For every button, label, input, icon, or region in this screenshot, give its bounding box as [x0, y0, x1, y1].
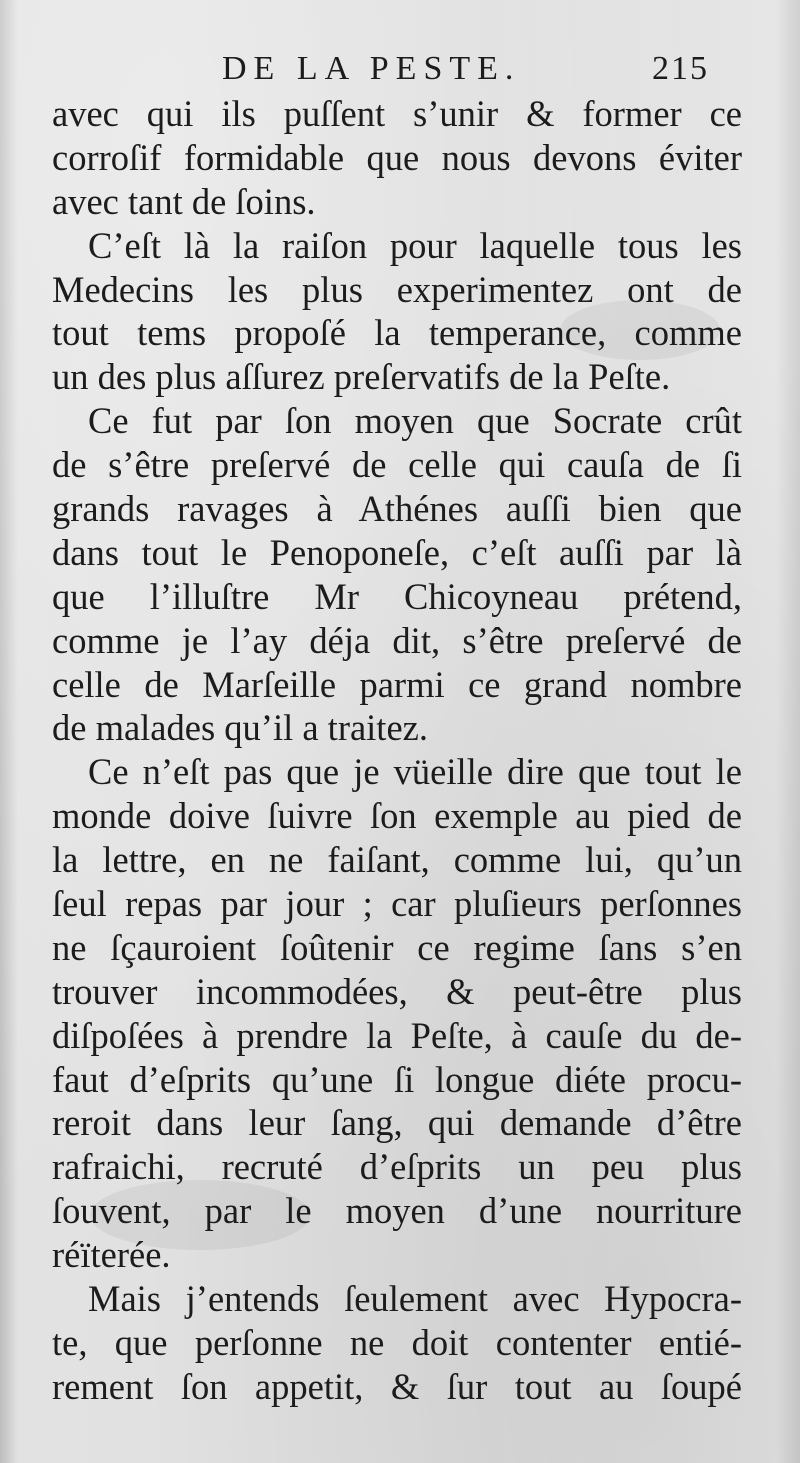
- body-text: [52, 92, 742, 1409]
- text-line: avec tant de ſoins.: [52, 180, 316, 222]
- page-number: 215: [652, 50, 709, 87]
- text-line: de malades qu’il a traitez.: [52, 707, 428, 749]
- text-line: faut d’eſprits qu’une ſi longue diéte procu-: [52, 1058, 742, 1100]
- text-line: te, que perſonne ne doit contenter entié-: [52, 1321, 742, 1363]
- text-line: ſouvent, par le moyen d’une nourriture: [52, 1190, 742, 1232]
- running-title: DE LA PESTE.: [222, 50, 521, 87]
- text-line: la lettre, en ne faiſant, comme lui, qu’un: [52, 839, 742, 881]
- text-line: grands ravages à Athénes auſſi bien que: [52, 488, 742, 530]
- text-line: monde doive ſuivre ſon exemple au pied de: [52, 795, 742, 837]
- text-line: Medecins les plus experimentez ont de: [52, 268, 742, 310]
- text-line: celle de Marſeille parmi ce grand nombre: [52, 663, 742, 705]
- text-line: corroſif formidable que nous devons éviter: [52, 136, 742, 178]
- text-line: dans tout le Penoponeſe, c’eſt auſſi par là: [52, 531, 742, 573]
- text-line: réïterée.: [52, 1234, 171, 1276]
- text-line: de s’être preſervé de celle qui cauſa de ſi: [52, 444, 742, 486]
- text-line: rement ſon appetit, & ſur tout au ſoupé: [52, 1365, 742, 1407]
- text-line: trouver incommodées, & peut-être plus: [52, 970, 742, 1012]
- text-line: ne ſçauroient ſoûtenir ce regime ſans s’en: [52, 926, 742, 968]
- text-line: ſeul repas par jour ; car pluſieurs perſonnes: [52, 883, 742, 925]
- text-line: rafraichi, recruté d’eſprits un peu plus: [52, 1146, 742, 1188]
- text-line: avec qui ils puſſent s’unir & former ce: [52, 93, 742, 134]
- text-line: Ce fut par ſon moyen que Socrate crût: [88, 400, 742, 442]
- text-line: C’eſt là la raiſon pour laquelle tous les: [88, 224, 742, 266]
- text-line: Mais j’entends ſeulement avec Hypocra-: [88, 1278, 742, 1320]
- text-line: un des plus aſſurez preſervatifs de la Peſte.: [52, 356, 671, 398]
- text-line: comme je l’ay déja dit, s’être preſervé de: [52, 619, 742, 661]
- text-line: Ce n’eſt pas que je vüeille dire que tout le: [88, 751, 742, 793]
- text-line: reroit dans leur ſang, qui demande d’être: [52, 1102, 742, 1144]
- text-line: tout tems propoſé la temperance, comme: [52, 312, 742, 354]
- page-header: [0, 46, 800, 94]
- text-line: que l’illuſtre Mr Chicoyneau prétend,: [52, 575, 742, 617]
- text-line: diſpoſées à prendre la Peſte, à cauſe du de-: [52, 1014, 742, 1056]
